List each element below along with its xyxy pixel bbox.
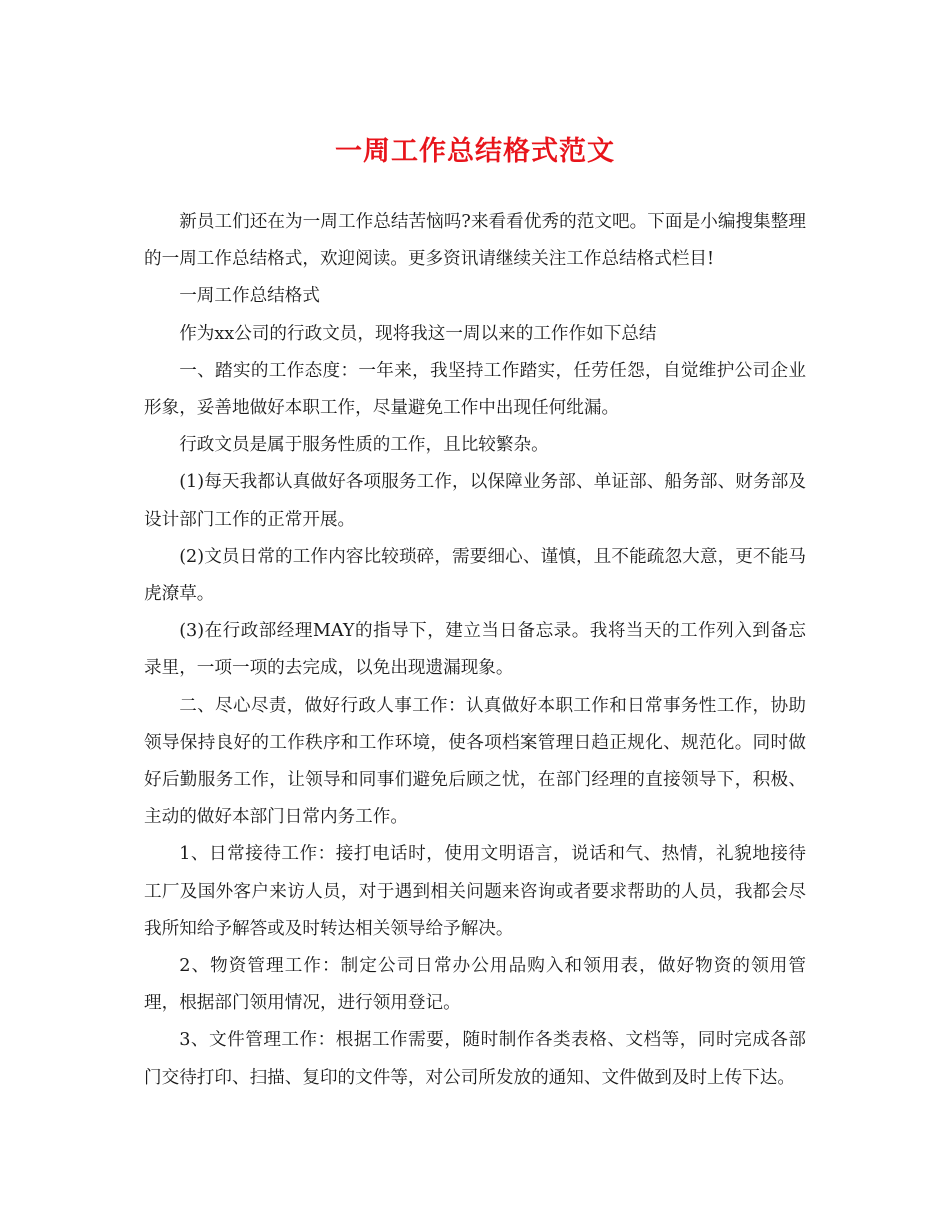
paragraph-item-1: (1)每天我都认真做好各项服务工作，以保障业务部、单证部、船务部、财务部及设计部门工作的正常开展。 <box>144 472 806 530</box>
document-title: 一周工作总结格式范文 <box>335 136 615 167</box>
document-body <box>144 204 806 1097</box>
paragraph-supplies-management: 2、物资管理工作：制定公司日常办公用品购入和领用表，做好物资的领用管理，根据部门领用情况，进行领用登记。 <box>144 956 806 1014</box>
paragraph-role-description: 行政文员是属于服务性质的工作，且比较繁杂。 <box>179 435 549 456</box>
paragraph-opening: 作为xx公司的行政文员，现将我这一周以来的工作作如下总结 <box>179 323 657 344</box>
paragraph-section-1: 一、踏实的工作态度：一年来，我坚持工作踏实，任劳任怨，自觉维护公司企业形象，妥善地做好本职工作，尽量避免工作中出现任何纰漏。 <box>144 360 806 419</box>
paragraph-subtitle: 一周工作总结格式 <box>179 286 320 307</box>
paragraph-document-management: 3、文件管理工作：根据工作需要，随时制作各类表格、文档等，同时完成各部门交待打印、扫描、复印的文件等，对公司所发放的通知、文件做到及时上传下达。 <box>144 1030 806 1088</box>
paragraph-item-3: (3)在行政部经理MAY的指导下，建立当日备忘录。我将当天的工作列入到备忘录里，一项一项的去完成，以免出现遗漏现象。 <box>144 621 806 679</box>
paragraph-section-2: 二、尽心尽责，做好行政人事工作：认真做好本职工作和日常事务性工作，协助领导保持良好的工作秩序和工作环境，使各项档案管理日趋正规化、规范化。同时做好后勤服务工作，让领导和同事们避免后顾之忧，在部门经理的直接领导下，积极、主动的做好本部门日常内务工作。 <box>144 695 806 828</box>
paragraph-reception-work: 1、日常接待工作：接打电话时，使用文明语言，说话和气、热情，礼貌地接待工厂及国外客户来访人员，对于遇到相关问题来咨询或者要求帮助的人员，我都会尽我所知给予解答或及时转达相关领导给予解决。 <box>144 844 806 939</box>
paragraph-item-2: (2)文员日常的工作内容比较琐碎，需要细心、谨慎，且不能疏忽大意，更不能马虎潦草。 <box>144 546 806 605</box>
paragraph-intro: 新员工们还在为一周工作总结苦恼吗?来看看优秀的范文吧。下面是小编搜集整理的一周工作总结格式，欢迎阅读。更多资讯请继续关注工作总结格式栏目! <box>144 212 806 270</box>
